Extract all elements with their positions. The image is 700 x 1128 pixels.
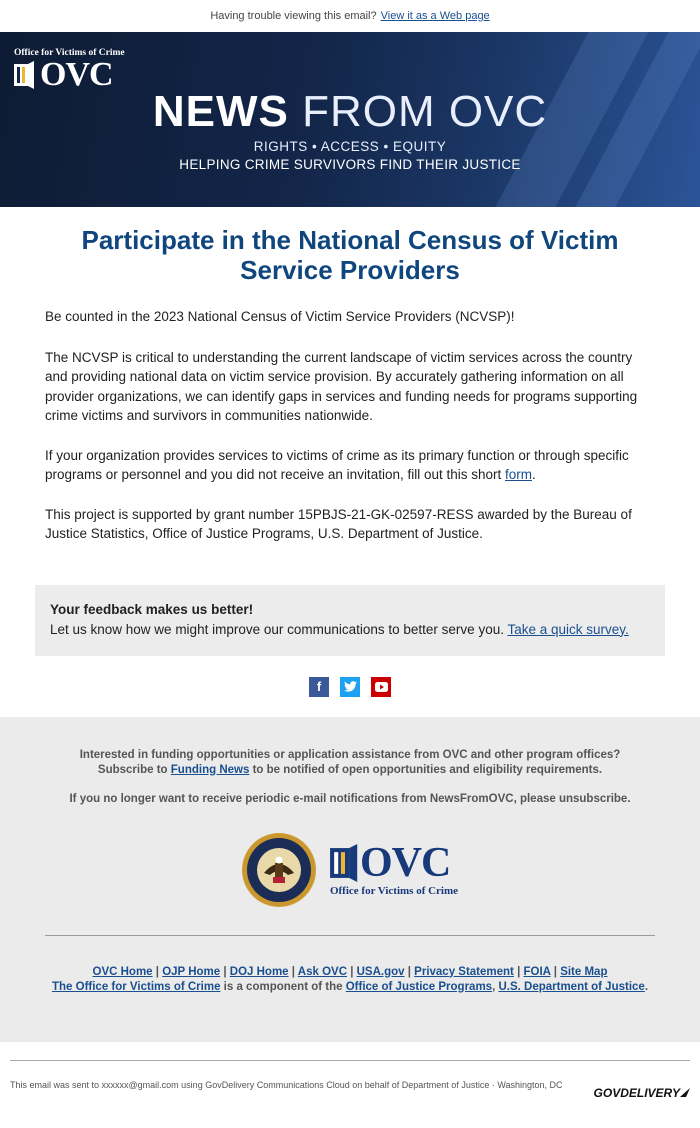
- preheader-text: Having trouble viewing this email?: [210, 10, 377, 22]
- footer-link-ovc-home[interactable]: OVC Home: [92, 965, 153, 978]
- footer: [0, 717, 700, 1042]
- doj-seal-icon[interactable]: [242, 833, 316, 907]
- footer-link-privacy[interactable]: Privacy Statement: [414, 965, 514, 978]
- link-separator: |: [155, 965, 159, 978]
- footer-logos: [0, 833, 700, 907]
- funding-text: to be notified of open opportunities and eligibility requirements.: [249, 763, 603, 776]
- footer-link-foia[interactable]: FOIA: [523, 965, 551, 978]
- paragraph-text: .: [532, 467, 536, 482]
- ovc-logo-small: [14, 48, 125, 93]
- footer-logo-tagline: Office for Victims of Crime: [329, 884, 459, 897]
- article-paragraph: [45, 446, 655, 485]
- link-separator: |: [407, 965, 411, 978]
- delivery-divider: [10, 1060, 690, 1061]
- ovc-book-icon: [14, 61, 36, 89]
- feedback-text: [50, 620, 650, 640]
- article-paragraph: Be counted in the 2023 National Census of Victim Service Providers (NCVSP)!: [45, 309, 515, 324]
- headline-light: FROM OVC: [302, 87, 548, 136]
- component-text: is a component of the: [220, 980, 346, 993]
- article-title: Participate in the National Census of Victim Service Providers: [81, 225, 619, 285]
- preheader: [0, 0, 700, 32]
- youtube-icon[interactable]: [371, 677, 391, 697]
- survey-link[interactable]: Take a quick survey.: [507, 621, 629, 637]
- feedback-box: [35, 585, 665, 656]
- footer-logo-wordmark: OVC: [359, 839, 451, 886]
- feedback-body: Let us know how we might improve our communications to better serve you.: [50, 621, 508, 637]
- header-banner: [0, 32, 700, 207]
- newsletter-title: [0, 87, 700, 137]
- doj-link[interactable]: U.S. Department of Justice: [498, 980, 645, 993]
- ovc-link[interactable]: The Office for Victims of Crime: [51, 980, 221, 993]
- link-separator: |: [350, 965, 354, 978]
- view-web-page-link[interactable]: View it as a Web page: [380, 10, 490, 22]
- funding-subscribe: [0, 763, 700, 778]
- ovc-logo-footer[interactable]: [329, 839, 459, 897]
- feedback-heading: Your feedback makes us better!: [50, 601, 254, 617]
- component-statement: [0, 980, 700, 995]
- social-links: [0, 677, 700, 697]
- footer-link-usa-gov[interactable]: USA.gov: [356, 965, 405, 978]
- footer-link-ojp-home[interactable]: OJP Home: [162, 965, 221, 978]
- link-separator: |: [223, 965, 227, 978]
- banner-values: RIGHTS • ACCESS • EQUITY: [253, 139, 447, 154]
- link-separator: |: [291, 965, 295, 978]
- footer-link-ask-ovc[interactable]: Ask OVC: [297, 965, 347, 978]
- ojp-link[interactable]: Office of Justice Programs: [345, 980, 493, 993]
- facebook-icon[interactable]: f: [309, 677, 329, 697]
- footer-link-site-map[interactable]: Site Map: [560, 965, 608, 978]
- article-paragraph: The NCVSP is critical to understanding the current landscape of victim services across the country and providing national data on victim service provision. By accurately gathering information on all provider organizations, we can identify gaps in services and funding needs for programs supporting crime victims and survivors in communities nationwide.: [45, 349, 638, 423]
- unsubscribe-note: If you no longer want to receive periodic e-mail notifications from NewsFromOVC, please unsubscribe.: [69, 792, 631, 805]
- component-text: .: [644, 980, 649, 993]
- headline-bold: NEWS: [152, 87, 289, 136]
- link-separator: |: [553, 965, 557, 978]
- funding-text: Subscribe to: [97, 763, 171, 776]
- govdelivery-arrow-icon: [680, 1088, 690, 1097]
- funding-info: [0, 717, 700, 778]
- youtube-play-icon: [375, 682, 388, 692]
- delivery-note: This email was sent to xxxxxx@gmail.com using GovDelivery Communications Cloud on behalf of Department of Justice · Washington, DC: [10, 1079, 563, 1090]
- funding-news-link[interactable]: Funding News: [170, 763, 250, 776]
- component-text: ,: [492, 980, 499, 993]
- footer-link-doj-home[interactable]: DOJ Home: [229, 965, 289, 978]
- article-paragraph: This project is supported by grant number 15PBJS-21-GK-02597-RESS awarded by the Bureau of Justice Statistics, Office of Justice Programs, U.S. Department of Justice.: [45, 506, 632, 541]
- logo-wordmark: OVC: [40, 56, 113, 93]
- census-form-link[interactable]: form: [505, 467, 533, 482]
- delivery-footer: [0, 1042, 700, 1112]
- twitter-bird-icon: [344, 681, 357, 692]
- footer-links: [0, 965, 700, 995]
- govdelivery-wordmark: GOVDELIVERY: [593, 1085, 680, 1100]
- footer-nav: [0, 965, 700, 980]
- paragraph-text: If your organization provides services to victims of crime as its primary function or through specific programs or personnel and you did not receive an invitation, fill out this short: [45, 447, 629, 482]
- twitter-icon[interactable]: [340, 677, 360, 697]
- funding-line: Interested in funding opportunities or application assistance from OVC and other program offices?: [79, 748, 621, 761]
- banner-mission: HELPING CRIME SURVIVORS FIND THEIR JUSTICE: [179, 157, 521, 172]
- govdelivery-logo[interactable]: [594, 1086, 690, 1100]
- footer-divider: [45, 935, 655, 936]
- logo-tagline: Office for Victims of Crime: [14, 48, 125, 58]
- article: [0, 207, 700, 544]
- ovc-book-icon: [330, 844, 360, 882]
- link-separator: |: [517, 965, 521, 978]
